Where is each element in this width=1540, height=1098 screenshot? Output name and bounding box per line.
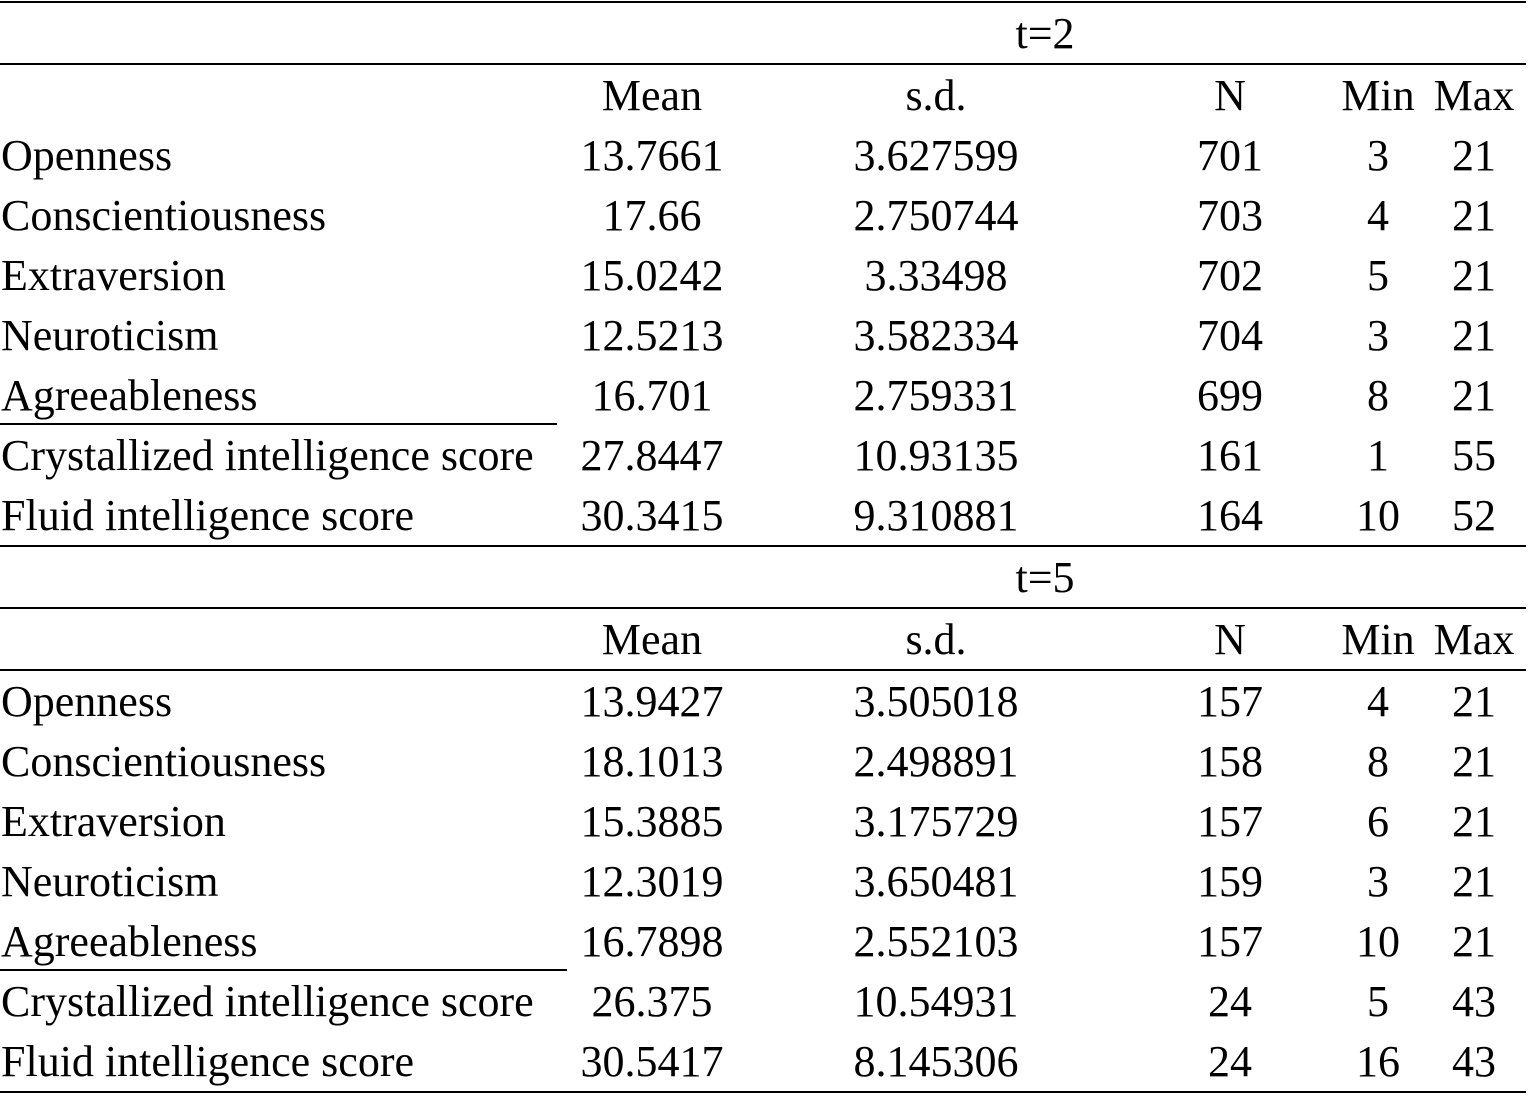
column-header-n: N [1214, 615, 1246, 664]
row-label: Fluid intelligence score [1, 491, 414, 540]
min-value: 3 [1367, 131, 1389, 180]
max-value: 21 [1452, 857, 1496, 906]
mean-value: 17.66 [602, 191, 702, 240]
row-label: Conscientiousness [1, 737, 327, 786]
min-value: 5 [1367, 977, 1389, 1026]
top-rule [0, 1, 1526, 3]
column-header-mean: Mean [601, 71, 703, 120]
n-value: 157 [1197, 797, 1263, 846]
row-label: Neuroticism [1, 857, 219, 906]
mean-value: 12.3019 [580, 857, 724, 906]
row-label: Openness [1, 131, 173, 180]
row-label: Extraversion [1, 251, 226, 300]
table-row [0, 186, 1526, 246]
n-value: 161 [1197, 431, 1263, 480]
sd-value: 3.505018 [853, 677, 1019, 726]
n-value: 704 [1197, 311, 1263, 360]
row-label: Crystallized intelligence score [1, 977, 534, 1026]
table-row [0, 732, 1526, 792]
n-value: 157 [1197, 677, 1263, 726]
column-header-min: Min [1341, 71, 1415, 120]
mean-value: 18.1013 [580, 737, 724, 786]
sd-value: 3.582334 [853, 311, 1019, 360]
n-value: 158 [1197, 737, 1263, 786]
column-header-rule [0, 669, 1526, 671]
panel-title-rule [0, 63, 1526, 65]
sd-value: 8.145306 [853, 1037, 1019, 1086]
table-row [0, 246, 1526, 306]
column-header-mean: Mean [601, 615, 703, 664]
sd-value: 2.759331 [853, 371, 1019, 420]
sd-value: 3.650481 [853, 857, 1019, 906]
table-row [0, 1032, 1526, 1092]
column-header-sd: s.d. [905, 615, 967, 664]
sd-value: 2.750744 [853, 191, 1019, 240]
min-value: 3 [1367, 311, 1389, 360]
panel-title-t5: t=5 [1015, 553, 1075, 602]
mean-value: 26.375 [591, 977, 713, 1026]
row-label: Fluid intelligence score [1, 1037, 414, 1086]
mean-value: 30.5417 [580, 1037, 724, 1086]
min-value: 8 [1367, 737, 1389, 786]
sd-value: 2.552103 [853, 917, 1019, 966]
min-value: 10 [1356, 917, 1400, 966]
max-value: 21 [1452, 737, 1496, 786]
table-row [0, 912, 1526, 972]
max-value: 55 [1452, 431, 1496, 480]
mean-value: 13.7661 [580, 131, 724, 180]
row-label: Openness [1, 677, 173, 726]
n-value: 701 [1197, 131, 1263, 180]
max-value: 43 [1452, 977, 1496, 1026]
panel-title-t2: t=2 [1015, 9, 1075, 58]
n-value: 702 [1197, 251, 1263, 300]
column-header-n: N [1214, 71, 1246, 120]
max-value: 21 [1452, 371, 1496, 420]
sd-value: 9.310881 [853, 491, 1019, 540]
n-value: 157 [1197, 917, 1263, 966]
max-value: 52 [1452, 491, 1496, 540]
row-label: Conscientiousness [1, 191, 327, 240]
max-value: 21 [1452, 251, 1496, 300]
min-value: 6 [1367, 797, 1389, 846]
mean-value: 12.5213 [580, 311, 724, 360]
max-value: 43 [1452, 1037, 1496, 1086]
n-value: 703 [1197, 191, 1263, 240]
n-value: 24 [1208, 977, 1252, 1026]
sd-value: 2.498891 [853, 737, 1019, 786]
min-value: 8 [1367, 371, 1389, 420]
n-value: 159 [1197, 857, 1263, 906]
max-value: 21 [1452, 191, 1496, 240]
panel-separator-rule [0, 545, 1526, 547]
max-value: 21 [1452, 677, 1496, 726]
min-value: 4 [1367, 191, 1389, 240]
min-value: 4 [1367, 677, 1389, 726]
sd-value: 10.93135 [853, 431, 1019, 480]
min-value: 1 [1367, 431, 1389, 480]
panel-title-rule [0, 607, 1526, 609]
section-divider-rule [0, 969, 567, 971]
sd-value: 3.627599 [853, 131, 1019, 180]
mean-value: 27.8447 [580, 431, 724, 480]
row-label: Extraversion [1, 797, 226, 846]
table-row [0, 306, 1526, 366]
n-value: 699 [1197, 371, 1263, 420]
column-header-row [0, 610, 1526, 670]
row-label: Agreeableness [1, 917, 258, 966]
min-value: 16 [1356, 1037, 1400, 1086]
column-header-max: Max [1433, 71, 1515, 120]
section-divider-rule [0, 423, 557, 425]
min-value: 5 [1367, 251, 1389, 300]
sd-value: 3.33498 [864, 251, 1008, 300]
mean-value: 16.7898 [580, 917, 724, 966]
min-value: 10 [1356, 491, 1400, 540]
column-header-max: Max [1433, 615, 1515, 664]
mean-value: 15.0242 [580, 251, 724, 300]
min-value: 3 [1367, 857, 1389, 906]
row-label: Agreeableness [1, 371, 258, 420]
column-header-min: Min [1341, 615, 1415, 664]
table-row [0, 366, 1526, 426]
row-label: Neuroticism [1, 311, 219, 360]
table-row [0, 672, 1526, 732]
row-label: Crystallized intelligence score [1, 431, 534, 480]
mean-value: 16.701 [591, 371, 713, 420]
max-value: 21 [1452, 797, 1496, 846]
table-row [0, 792, 1526, 852]
bottom-rule [0, 1091, 1526, 1093]
max-value: 21 [1452, 917, 1496, 966]
max-value: 21 [1452, 311, 1496, 360]
column-header-row [0, 66, 1526, 126]
table-row [0, 852, 1526, 912]
table-row [0, 426, 1526, 486]
sd-value: 10.54931 [853, 977, 1019, 1026]
max-value: 21 [1452, 131, 1496, 180]
n-value: 164 [1197, 491, 1263, 540]
table-row [0, 126, 1526, 186]
mean-value: 30.3415 [580, 491, 724, 540]
n-value: 24 [1208, 1037, 1252, 1086]
sd-value: 3.175729 [853, 797, 1019, 846]
table-row [0, 486, 1526, 546]
column-header-sd: s.d. [905, 71, 967, 120]
table-row [0, 972, 1526, 1032]
mean-value: 13.9427 [580, 677, 724, 726]
mean-value: 15.3885 [580, 797, 724, 846]
